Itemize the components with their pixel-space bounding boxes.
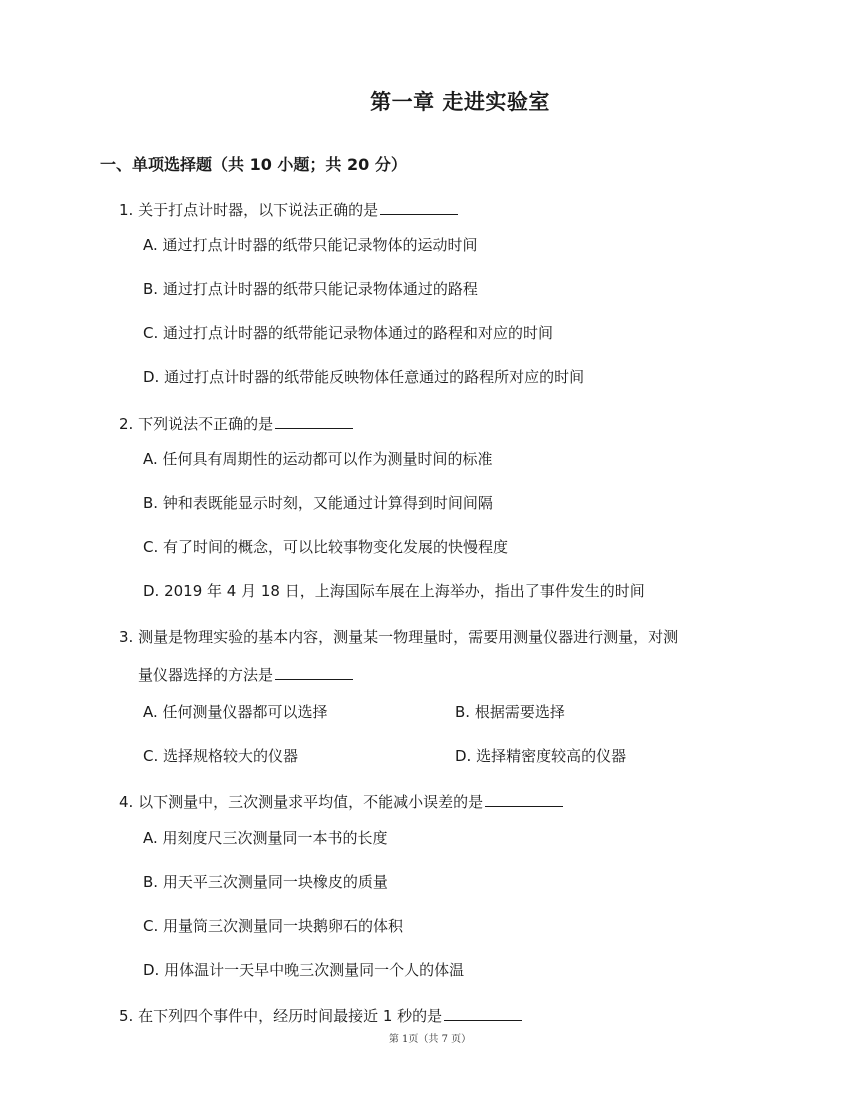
page-title: 第一章 走进实验室 [370, 90, 550, 114]
question-1-option-d: D. 通过打点计时器的纸带能反映物体任意通过的路程所对应的时间 [143, 368, 585, 386]
section-heading: 一、单项选择题（共 10 小题；共 20 分） [100, 155, 407, 174]
question-1-stem: 1. 关于打点计时器，以下说法正确的是 [119, 198, 458, 221]
question-4-option-c: C. 用量筒三次测量同一块鹅卵石的体积 [143, 917, 404, 935]
question-3-option-d: D. 选择精密度较高的仪器 [455, 747, 627, 765]
question-3-stem-line2: 量仪器选择的方法是 [138, 663, 353, 686]
question-1-option-a: A. 通过打点计时器的纸带只能记录物体的运动时间 [143, 236, 478, 254]
question-3-stem-line1: 3. 测量是物理实验的基本内容，测量某一物理量时，需要用测量仪器进行测量，对测 [119, 628, 679, 646]
answer-blank [485, 790, 563, 807]
question-3-option-c: C. 选择规格较大的仪器 [143, 747, 299, 765]
question-4-option-d: D. 用体温计一天早中晚三次测量同一个人的体温 [143, 961, 465, 979]
question-5-stem: 5. 在下列四个事件中，经历时间最接近 1 秒的是 [119, 1004, 522, 1027]
answer-blank [275, 663, 353, 680]
answer-blank [380, 198, 458, 215]
question-2-option-d: D. 2019 年 4 月 18 日，上海国际车展在上海举办，指出了事件发生的时间 [143, 582, 645, 600]
question-1-option-b: B. 通过打点计时器的纸带只能记录物体通过的路程 [143, 280, 478, 298]
question-2-option-b: B. 钟和表既能显示时刻，又能通过计算得到时间间隔 [143, 494, 493, 512]
question-4-option-a: A. 用刻度尺三次测量同一本书的长度 [143, 829, 388, 847]
answer-blank [444, 1004, 522, 1021]
question-2-option-a: A. 任何具有周期性的运动都可以作为测量时间的标准 [143, 450, 493, 468]
question-1-option-c: C. 通过打点计时器的纸带能记录物体通过的路程和对应的时间 [143, 324, 554, 342]
question-4-option-b: B. 用天平三次测量同一块橡皮的质量 [143, 873, 388, 891]
question-2-stem: 2. 下列说法不正确的是 [119, 412, 353, 435]
question-2-option-c: C. 有了时间的概念，可以比较事物变化发展的快慢程度 [143, 538, 509, 556]
question-3-option-a: A. 任何测量仪器都可以选择 [143, 703, 328, 721]
page-footer: 第 1页（共 7 页） [388, 1034, 472, 1045]
question-4-stem: 4. 以下测量中，三次测量求平均值，不能减小误差的是 [119, 790, 563, 813]
answer-blank [275, 412, 353, 429]
question-3-option-b: B. 根据需要选择 [455, 703, 565, 721]
